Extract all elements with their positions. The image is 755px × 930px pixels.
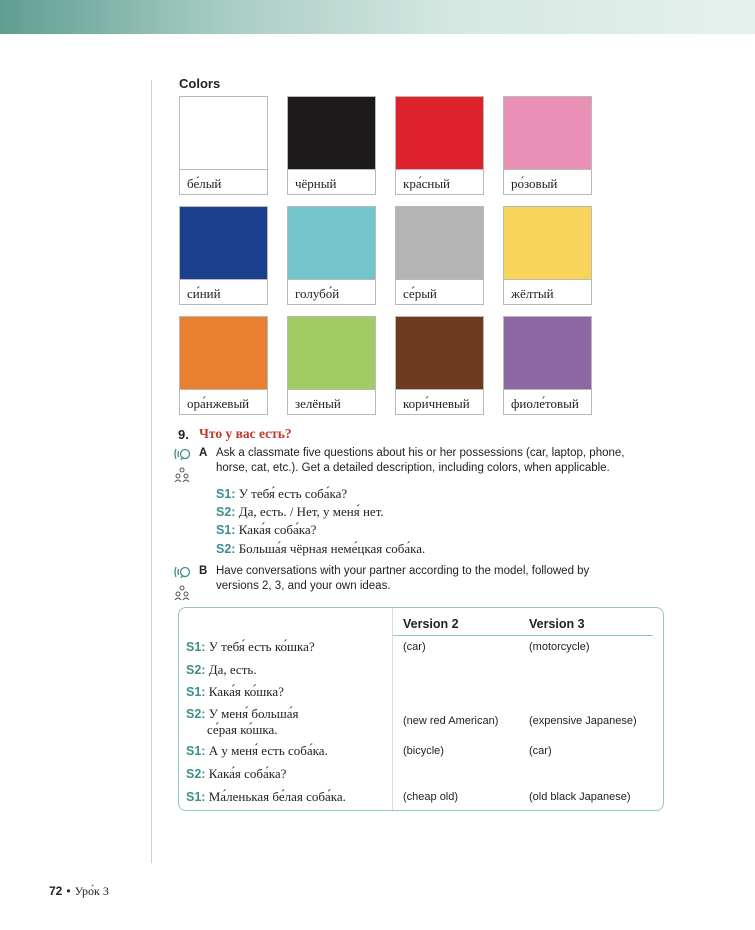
- column-header-version-2: Version 2: [403, 617, 459, 631]
- color-fill: [180, 317, 267, 389]
- color-swatch: [179, 96, 268, 195]
- table-row: [186, 684, 284, 700]
- column-divider: [392, 608, 393, 810]
- part-letter: A: [199, 447, 208, 459]
- color-swatch: [179, 316, 268, 415]
- color-label: кра́сный: [396, 169, 483, 194]
- instruction-line: Have conversations with your partner according to the model, followed by: [216, 565, 590, 577]
- color-swatch: [395, 206, 484, 305]
- color-swatch: [503, 96, 592, 195]
- version-2-cell: (cheap old): [403, 791, 459, 803]
- dialogue-text: Да, есть. / Нет, у меня́ нет.: [238, 504, 384, 519]
- pair-work-icon: [174, 585, 190, 601]
- speaker-label: S1:: [186, 640, 206, 654]
- speaker-label: S2:: [216, 505, 236, 519]
- dialogue-text: се́рая ко́шка.: [207, 722, 278, 737]
- color-fill: [288, 97, 375, 169]
- dialogue-text: Ма́ленькая бе́лая соба́ка.: [208, 789, 346, 804]
- pair-work-icon: [174, 467, 190, 483]
- color-label: голубо́й: [288, 279, 375, 304]
- version-3-cell: (car): [529, 745, 552, 757]
- table-row: [186, 743, 328, 759]
- dialogue-text: У тебя́ есть ко́шка?: [208, 639, 315, 654]
- separator-dot: •: [66, 884, 71, 898]
- versions-table: [178, 607, 664, 811]
- color-fill: [396, 317, 483, 389]
- color-label: фиоле́товый: [504, 389, 591, 414]
- exercise-number: 9.: [178, 427, 189, 442]
- speaker-label: S1:: [216, 487, 236, 501]
- page-footer: [49, 884, 109, 899]
- color-swatch: [503, 316, 592, 415]
- instruction-line: versions 2, 3, and your own ideas.: [216, 580, 391, 592]
- dialogue-text: Кака́я ко́шка?: [208, 684, 284, 699]
- color-fill: [288, 207, 375, 279]
- table-row: [186, 766, 286, 782]
- margin-rule: [151, 80, 152, 863]
- dialogue-line: [216, 541, 425, 557]
- dialogue-text: У меня́ больша́я: [208, 706, 299, 721]
- exercise-title: Что у вас есть?: [199, 426, 292, 441]
- speaker-label: S2:: [186, 663, 206, 677]
- version-3-cell: (motorcycle): [529, 641, 590, 653]
- column-header-version-3: Version 3: [529, 617, 585, 631]
- color-fill: [288, 317, 375, 389]
- color-label: жёлтый: [504, 279, 591, 304]
- dialogue-line: [216, 504, 384, 520]
- color-swatch: [395, 316, 484, 415]
- speaker-label: S2:: [186, 767, 206, 781]
- color-swatch: [503, 206, 592, 305]
- speaker-label: S1:: [186, 744, 206, 758]
- color-fill: [396, 207, 483, 279]
- speaker-label: S2:: [216, 542, 236, 556]
- color-swatch: [395, 96, 484, 195]
- color-label: кори́чневый: [396, 389, 483, 414]
- color-label: чёрный: [288, 169, 375, 194]
- dialogue-text: Кака́я соба́ка?: [208, 766, 287, 781]
- color-label: ора́нжевый: [180, 389, 267, 414]
- instruction-line: horse, cat, etc.). Get a detailed description, including colors, when applicable.: [216, 462, 610, 474]
- speaking-icon: [173, 565, 191, 579]
- version-2-cell: (new red American): [403, 715, 499, 727]
- color-label: ро́зовый: [504, 169, 591, 194]
- version-2-cell: (bicycle): [403, 745, 444, 757]
- color-swatch: [287, 96, 376, 195]
- table-row: [186, 639, 315, 655]
- color-fill: [180, 97, 267, 169]
- color-label: се́рый: [396, 279, 483, 304]
- part-letter: B: [199, 565, 208, 577]
- speaker-label: S2:: [186, 707, 206, 721]
- dialogue-line: [216, 486, 347, 502]
- speaking-icon: [173, 447, 191, 461]
- color-swatch: [287, 206, 376, 305]
- color-label: си́ний: [180, 279, 267, 304]
- speaker-label: S1:: [216, 523, 236, 537]
- dialogue-line: [216, 522, 316, 538]
- color-label: зелёный: [288, 389, 375, 414]
- dialogue-text: Кака́я соба́ка?: [238, 522, 317, 537]
- chapter-label: Уро́к 3: [74, 884, 109, 898]
- dialogue-text: Больша́я чёрная неме́цкая соба́ка.: [238, 541, 426, 556]
- color-fill: [504, 97, 591, 169]
- table-row: [186, 789, 346, 805]
- dialogue-text: Да, есть.: [208, 662, 257, 677]
- page-number: 72: [49, 884, 63, 898]
- color-fill: [180, 207, 267, 279]
- section-heading: Colors: [179, 76, 221, 91]
- table-row: [186, 706, 298, 738]
- header-rule: [392, 635, 653, 636]
- speaker-label: S1:: [186, 790, 206, 804]
- color-fill: [504, 317, 591, 389]
- instruction-line: Ask a classmate five questions about his or her possessions (car, laptop, phone,: [216, 447, 625, 459]
- color-fill: [396, 97, 483, 169]
- color-swatch: [179, 206, 268, 305]
- version-3-cell: (expensive Japanese): [529, 715, 637, 727]
- table-row: [186, 662, 257, 678]
- version-2-cell: (car): [403, 641, 426, 653]
- color-label: бе́лый: [180, 169, 267, 194]
- version-3-cell: (old black Japanese): [529, 791, 631, 803]
- dialogue-text: У тебя́ есть соба́ка?: [238, 486, 348, 501]
- color-fill: [504, 207, 591, 279]
- speaker-label: S1:: [186, 685, 206, 699]
- top-banner: [0, 0, 755, 34]
- dialogue-text: А у меня́ есть соба́ка.: [208, 743, 328, 758]
- color-swatch: [287, 316, 376, 415]
